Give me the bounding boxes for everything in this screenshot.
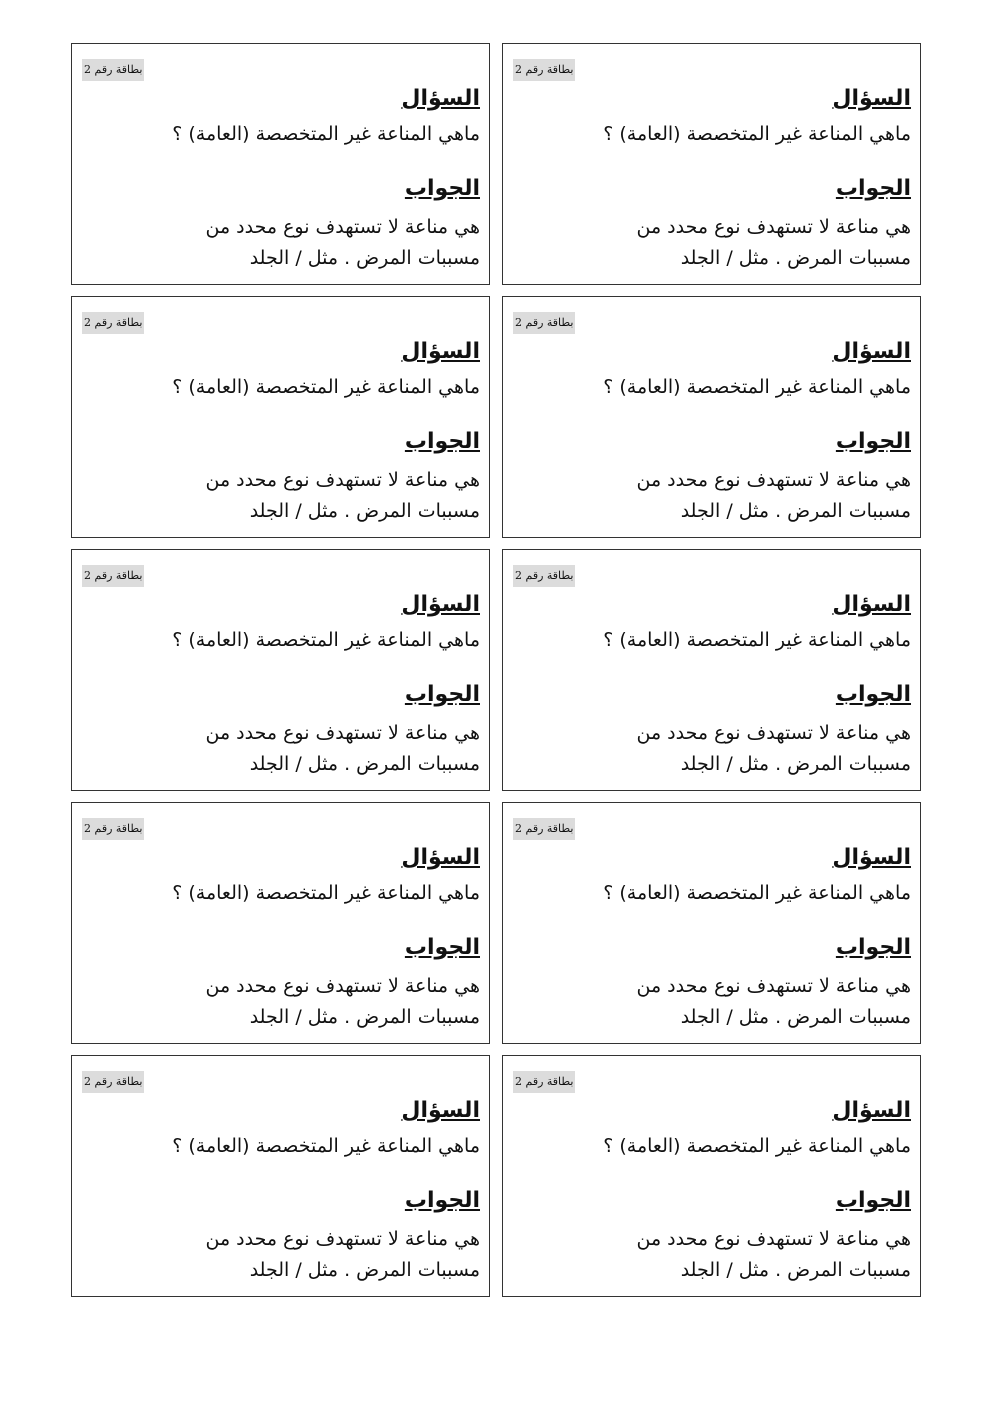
answer-heading: الجواب bbox=[404, 935, 480, 960]
question-heading: السؤال bbox=[832, 592, 911, 617]
card-number-badge: بطاقة رقم 2 bbox=[513, 312, 575, 334]
flashcard bbox=[71, 1055, 490, 1297]
card-number-badge: بطاقة رقم 2 bbox=[513, 565, 575, 587]
card-number-badge: بطاقة رقم 2 bbox=[82, 59, 144, 81]
card-number-badge: بطاقة رقم 2 bbox=[82, 1071, 144, 1093]
question-text: ماهي المناعة غير المتخصصة (العامة) ؟ bbox=[603, 629, 911, 651]
answer-heading: الجواب bbox=[404, 176, 480, 201]
flashcard bbox=[71, 43, 490, 285]
question-text: ماهي المناعة غير المتخصصة (العامة) ؟ bbox=[603, 376, 911, 398]
flashcard bbox=[71, 549, 490, 791]
answer-text: هي مناعة لا تستهدف نوع محدد من مسببات المرض . مثل / الجلد bbox=[636, 975, 911, 1028]
flashcard bbox=[71, 802, 490, 1044]
answer-text: هي مناعة لا تستهدف نوع محدد من مسببات المرض . مثل / الجلد bbox=[636, 722, 911, 775]
card-number-badge: بطاقة رقم 2 bbox=[82, 818, 144, 840]
card-number-badge: بطاقة رقم 2 bbox=[513, 59, 575, 81]
question-text: ماهي المناعة غير المتخصصة (العامة) ؟ bbox=[172, 882, 480, 904]
answer-heading: الجواب bbox=[404, 682, 480, 707]
answer-text: هي مناعة لا تستهدف نوع محدد من مسببات المرض . مثل / الجلد bbox=[205, 1228, 480, 1281]
flashcard bbox=[71, 296, 490, 538]
flashcard bbox=[502, 802, 921, 1044]
question-heading: السؤال bbox=[401, 1098, 480, 1123]
question-text: ماهي المناعة غير المتخصصة (العامة) ؟ bbox=[603, 123, 911, 145]
question-heading: السؤال bbox=[832, 1098, 911, 1123]
question-heading: السؤال bbox=[401, 592, 480, 617]
answer-text: هي مناعة لا تستهدف نوع محدد من مسببات المرض . مثل / الجلد bbox=[636, 1228, 911, 1281]
answer-text: هي مناعة لا تستهدف نوع محدد من مسببات المرض . مثل / الجلد bbox=[636, 469, 911, 522]
card-number-badge: بطاقة رقم 2 bbox=[82, 312, 144, 334]
flashcard bbox=[502, 1055, 921, 1297]
question-text: ماهي المناعة غير المتخصصة (العامة) ؟ bbox=[172, 376, 480, 398]
question-heading: السؤال bbox=[401, 86, 480, 111]
question-text: ماهي المناعة غير المتخصصة (العامة) ؟ bbox=[172, 123, 480, 145]
question-text: ماهي المناعة غير المتخصصة (العامة) ؟ bbox=[172, 629, 480, 651]
answer-text: هي مناعة لا تستهدف نوع محدد من مسببات المرض . مثل / الجلد bbox=[636, 216, 911, 269]
card-number-badge: بطاقة رقم 2 bbox=[513, 818, 575, 840]
card-number-badge: بطاقة رقم 2 bbox=[513, 1071, 575, 1093]
question-heading: السؤال bbox=[401, 339, 480, 364]
card-number-badge: بطاقة رقم 2 bbox=[82, 565, 144, 587]
answer-text: هي مناعة لا تستهدف نوع محدد من مسببات المرض . مثل / الجلد bbox=[205, 469, 480, 522]
flashcard bbox=[502, 43, 921, 285]
question-heading: السؤال bbox=[832, 339, 911, 364]
answer-heading: الجواب bbox=[404, 1188, 480, 1213]
flashcard-grid bbox=[71, 43, 921, 1297]
answer-heading: الجواب bbox=[835, 176, 911, 201]
question-text: ماهي المناعة غير المتخصصة (العامة) ؟ bbox=[603, 1135, 911, 1157]
answer-text: هي مناعة لا تستهدف نوع محدد من مسببات المرض . مثل / الجلد bbox=[205, 722, 480, 775]
flashcard bbox=[502, 549, 921, 791]
question-heading: السؤال bbox=[832, 845, 911, 870]
answer-heading: الجواب bbox=[404, 429, 480, 454]
answer-heading: الجواب bbox=[835, 1188, 911, 1213]
question-heading: السؤال bbox=[401, 845, 480, 870]
answer-text: هي مناعة لا تستهدف نوع محدد من مسببات المرض . مثل / الجلد bbox=[205, 975, 480, 1028]
question-text: ماهي المناعة غير المتخصصة (العامة) ؟ bbox=[172, 1135, 480, 1157]
question-heading: السؤال bbox=[832, 86, 911, 111]
answer-heading: الجواب bbox=[835, 682, 911, 707]
answer-text: هي مناعة لا تستهدف نوع محدد من مسببات المرض . مثل / الجلد bbox=[205, 216, 480, 269]
flashcard bbox=[502, 296, 921, 538]
question-text: ماهي المناعة غير المتخصصة (العامة) ؟ bbox=[603, 882, 911, 904]
answer-heading: الجواب bbox=[835, 935, 911, 960]
answer-heading: الجواب bbox=[835, 429, 911, 454]
